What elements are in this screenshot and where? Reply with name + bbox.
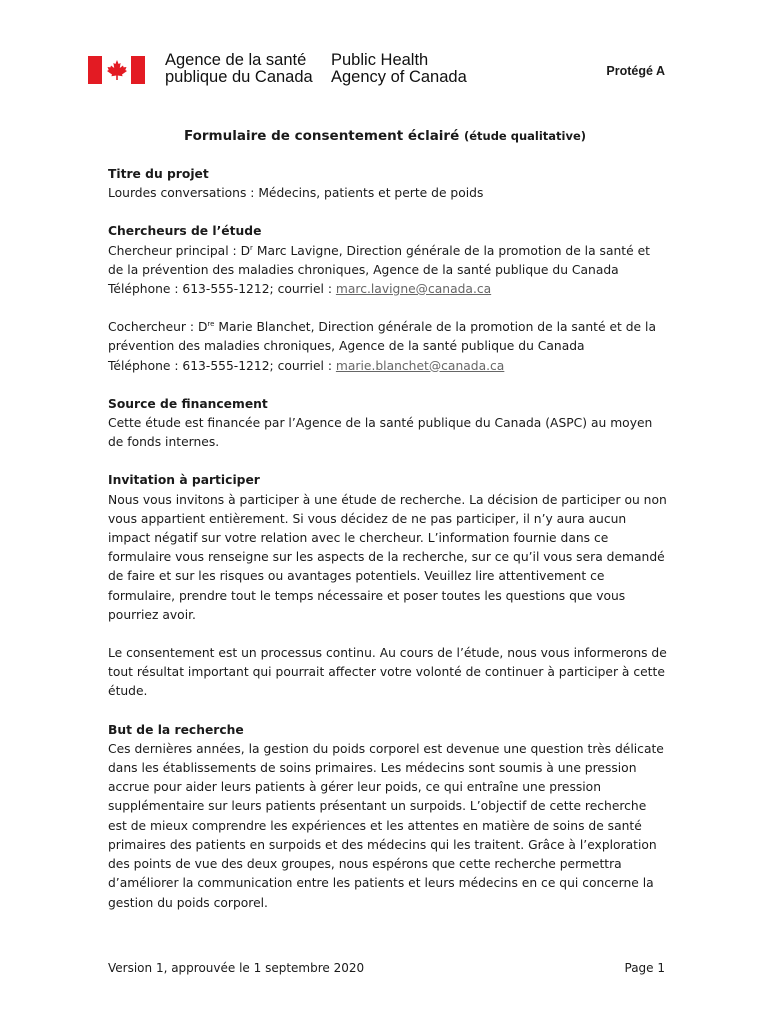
researchers-section: [108, 222, 668, 375]
classification-label: Protégé A: [606, 64, 665, 78]
section-heading: Titre du projet: [108, 167, 209, 181]
project-title-section: [108, 165, 668, 203]
section-heading: Invitation à participer: [108, 473, 260, 488]
invitation-paragraph: Nous vous invitons à participer à une étude de recherche. La décision de participer ou non vous appartient entièrement. Si vous décidez de ne pas participer, il n’y aura aucun impact négatif sur votre relation avec le chercheur. L’information fournie dans ce formulaire vous renseigne sur les aspects de la recherche, sur ce qu’il vous sera demandé de faire et sur les risques ou avantages potentiels. Veuillez lire attentivement ce formulaire, prendre tout le temps nécessaire et poser toutes les questions que vous pourriez avoir.: [108, 492, 667, 622]
funding-section: [108, 395, 668, 453]
document-body: [108, 165, 668, 932]
email-link[interactable]: marie.blanchet@canada.ca: [335, 358, 505, 373]
purpose-section: [108, 721, 668, 913]
canada-flag-logo: [88, 56, 145, 84]
agency-name-english: Public Health Agency of Canada: [331, 51, 467, 86]
agency-name-french: Agence de la santé publique du Canada: [165, 51, 313, 86]
purpose-text: Ces dernières années, la gestion du poids corporel est devenue une question très délicate dans les établissements de soins primaires. Les médecins sont soumis à une pression accrue pour aider leurs patients à gérer leur poids, ce qui entraîne une pression supplémentaire sur leurs patients présentant un surpoids. L’objectif de cette recherche est de mieux comprendre les expériences et les attentes en matière de soins de santé primaires des patients en surpoids et des médecins qui les traitent. Grâce à l’exploration des points de vue des deux groupes, nous espérons que cette recherche permettra d’améliorer la communication entre les patients et leurs médecins en ce qui concerne la gestion du poids corporel.: [108, 741, 664, 910]
project-title-text: Lourdes conversations : Médecins, patients et perte de poids: [108, 186, 484, 201]
section-heading: Source de financement: [108, 396, 268, 411]
invitation-section: [108, 471, 668, 701]
consent-paragraph: Le consentement est un processus continu. Au cours de l’étude, nous vous informerons de tout résultat important qui pourrait affecter votre volonté de continuer à participer à cette étude.: [108, 646, 667, 699]
maple-leaf-icon: [106, 59, 128, 81]
section-heading: Chercheurs de l’étude: [108, 224, 262, 239]
document-title: Formulaire de consentement éclairé (étude qualitative): [183, 128, 587, 144]
page-number: Page 1: [624, 961, 665, 975]
email-link[interactable]: marc.lavigne@canada.ca: [335, 282, 492, 297]
funding-text: Cette étude est financée par l’Agence de la santé publique du Canada (ASPC) au moyen de fonds internes.: [108, 416, 653, 450]
principal-investigator: Chercheur principal : $D^r$ Marc Lavigne, Direction générale de la promotion de la santé et de la prévention des maladies chroniques, Agence de la santé publique du Canada Téléphone : 613-555-1212; courriel : marc.lavigne@canada.ca: [108, 243, 650, 297]
page-header: [88, 52, 665, 92]
co-investigator: Cochercheur : Dre Marie Blanchet, Direction générale de la promotion de la santé et de la prévention des maladies chroniques, Agence de la santé publique du Canada Téléphone : 613-555-1212; courriel : marie.blanchet@canada.ca: [108, 320, 656, 373]
section-heading: But de la recherche: [108, 722, 244, 737]
page-footer: [108, 961, 665, 975]
version-label: Version 1, approuvée le 1 septembre 2020: [108, 961, 365, 975]
document-subtitle: (étude qualitative): [463, 129, 587, 143]
